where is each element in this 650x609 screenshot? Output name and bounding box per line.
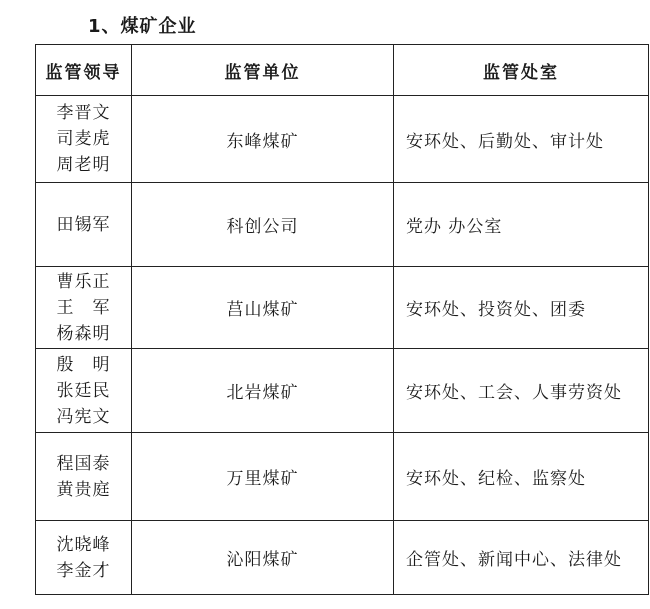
office-cell: 安环处、工会、人事劳资处 — [394, 349, 649, 433]
leader-name: 张廷民 — [56, 380, 111, 401]
table-row — [36, 521, 649, 595]
table-row — [36, 433, 649, 521]
leader-name: 曹乐正 — [56, 271, 111, 292]
leader-cell — [36, 521, 132, 595]
table-row — [36, 96, 649, 183]
unit-cell: 莒山煤矿 — [132, 267, 394, 349]
table-row — [36, 267, 649, 349]
leader-name: 周老明 — [56, 155, 111, 175]
unit-cell: 北岩煤矿 — [132, 349, 394, 433]
office-cell: 安环处、投资处、团委 — [394, 267, 649, 349]
leader-name: 李金才 — [56, 560, 111, 581]
header-leader: 监管领导 — [36, 45, 132, 96]
leader-name: 王 军 — [56, 297, 111, 318]
leader-name: 李晋文 — [56, 103, 111, 123]
unit-cell: 东峰煤矿 — [132, 96, 394, 183]
supervision-table — [35, 44, 649, 595]
leader-name: 杨森明 — [56, 323, 111, 344]
leader-cell — [36, 267, 132, 349]
office-cell: 党办 办公室 — [394, 183, 649, 267]
leader-name: 司麦虎 — [56, 129, 111, 149]
table-row — [36, 183, 649, 267]
section-heading: 1、煤矿企业 — [88, 16, 197, 37]
leader-name: 沈晓峰 — [56, 534, 111, 555]
leader-name: 冯宪文 — [56, 406, 111, 427]
office-cell: 安环处、纪检、监察处 — [394, 433, 649, 521]
leader-cell — [36, 96, 132, 183]
table-header-row — [36, 45, 649, 96]
leader-cell — [36, 349, 132, 433]
leader-name: 程国泰 — [56, 453, 111, 474]
leader-name: 黄贵庭 — [56, 479, 111, 500]
unit-cell: 沁阳煤矿 — [132, 521, 394, 595]
leader-cell — [36, 433, 132, 521]
header-office: 监管处室 — [394, 45, 649, 96]
table-row — [36, 349, 649, 433]
leader-name: 田锡军 — [56, 214, 111, 235]
leader-name: 殷 明 — [56, 354, 111, 375]
office-cell: 企管处、新闻中心、法律处 — [394, 521, 649, 595]
header-unit: 监管单位 — [132, 45, 394, 96]
leader-cell — [36, 183, 132, 267]
unit-cell: 科创公司 — [132, 183, 394, 267]
unit-cell: 万里煤矿 — [132, 433, 394, 521]
office-cell: 安环处、后勤处、审计处 — [394, 96, 649, 183]
